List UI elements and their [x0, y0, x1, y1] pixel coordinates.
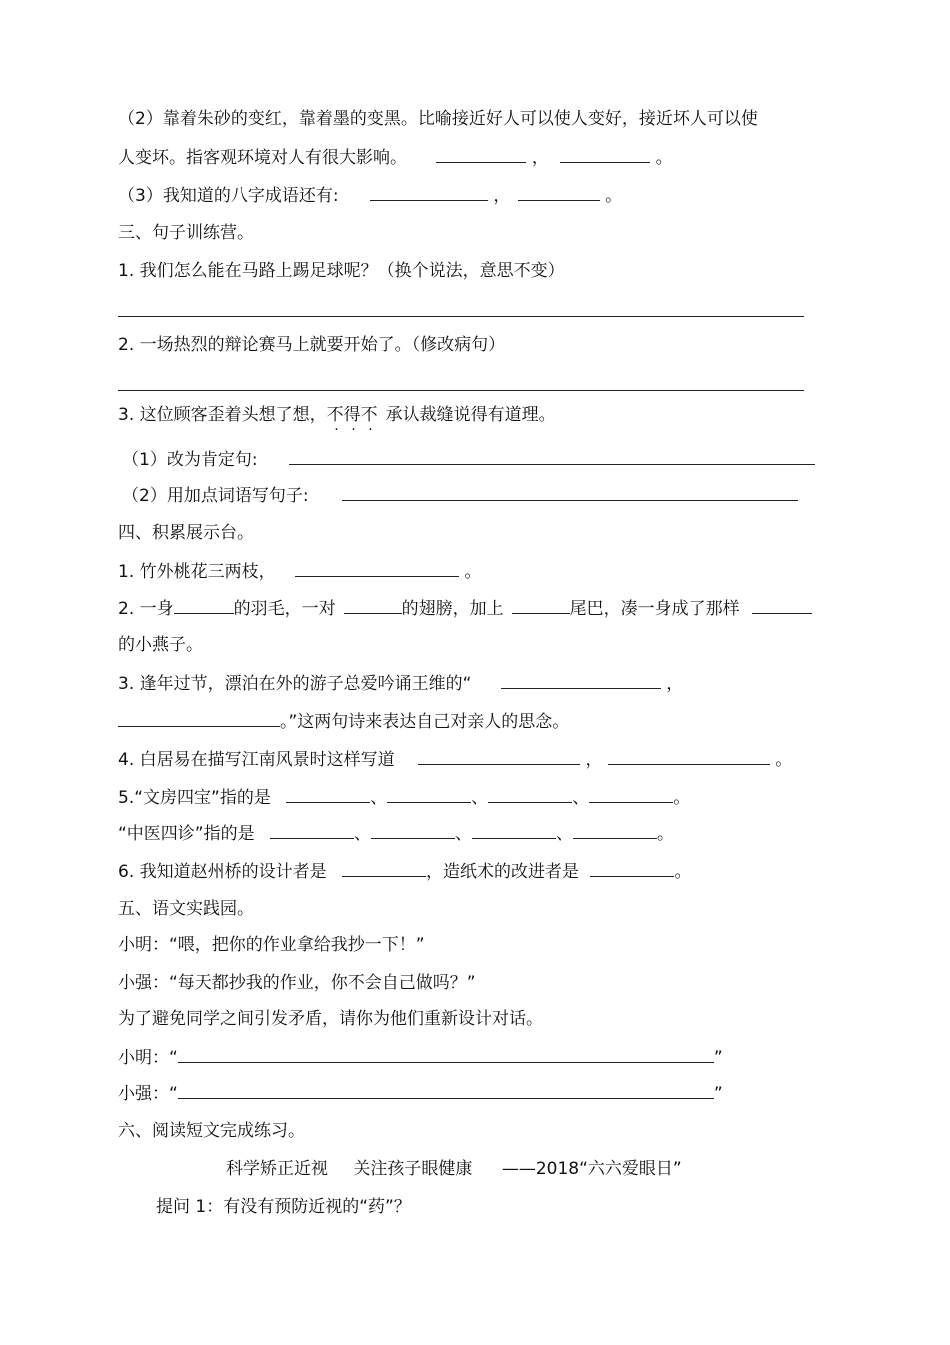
title-part-c: ——2018“六六爱眼日” [501, 1159, 682, 1179]
d4-text: 小明：“ [118, 1048, 178, 1068]
s3-1-text: （1）改为肯定句: [122, 450, 258, 470]
answer-blank[interactable] [295, 560, 459, 577]
accum-3b [118, 710, 569, 733]
period: 。 [655, 148, 673, 168]
answer-blank[interactable] [370, 184, 488, 201]
sentence-3-1 [122, 448, 815, 471]
answer-blank[interactable] [589, 786, 673, 803]
a3b-text: ”这两句诗来表达自己对亲人的思念。 [288, 712, 570, 732]
dialogue-instruction: 为了避免同学之间引发矛盾，请你为他们重新设计对话。 [118, 1009, 543, 1029]
answer-blank[interactable] [342, 860, 426, 877]
answer-blank[interactable] [178, 1082, 714, 1099]
a5-text: 5.“文房四宝”指的是 [118, 788, 271, 808]
section-5-heading: 五、语文实践园。 [118, 899, 254, 919]
answer-blank[interactable] [573, 822, 657, 839]
answer-blank[interactable] [344, 597, 402, 614]
dunhao: 、 [471, 788, 489, 808]
q2-2-line1: （2）靠着朱砂的变红，靠着墨的变黑。比喻接近好人可以使人变好，接近坏人可以使 [118, 109, 758, 129]
answer-blank[interactable] [488, 786, 572, 803]
a2-p1: 2. 一身 [118, 599, 174, 619]
answer-blank[interactable] [342, 484, 798, 501]
answer-blank[interactable] [387, 786, 471, 803]
dotted-char: 不 [360, 405, 378, 425]
comma: ， [531, 148, 549, 168]
period: 。 [674, 862, 692, 882]
answer-blank[interactable] [560, 146, 650, 163]
a2-p4: 尾巴，凑一身成了那样 [569, 599, 740, 619]
accum-2 [118, 597, 812, 620]
section-3-heading: 三、句子训练营。 [118, 223, 254, 243]
d5-text: 小强：“ [118, 1084, 178, 1104]
dunhao: 、 [370, 788, 388, 808]
comma: ， [666, 674, 684, 694]
dunhao: 、 [572, 788, 590, 808]
a6-p1: 6. 我知道赵州桥的设计者是 [118, 862, 327, 882]
answer-blank[interactable] [118, 710, 280, 727]
answer-blank[interactable] [518, 184, 600, 201]
accum-5b [118, 822, 674, 845]
answer-blank[interactable] [174, 597, 234, 614]
article-title [226, 1158, 682, 1180]
q2-3-text: （3）我知道的八字成语还有: [118, 186, 339, 206]
answer-blank[interactable] [501, 672, 661, 689]
question-1: 提问 1：有没有预防近视的“药”？ [156, 1197, 411, 1217]
q2-3 [118, 184, 622, 207]
period: 。 [775, 750, 793, 770]
q2-2-line2 [118, 146, 673, 169]
answer-line[interactable] [118, 390, 804, 391]
period: 。 [280, 712, 289, 732]
answer-blank[interactable] [752, 597, 812, 614]
a2-p3: 的翅膀，加上 [401, 599, 504, 619]
dialogue-1: 小明：“喂，把你的作业拿给我抄一下！” [118, 935, 425, 955]
answer-blank[interactable] [178, 1046, 714, 1063]
a2-p2: 的羽毛，一对 [233, 599, 336, 619]
accum-1 [118, 560, 481, 583]
answer-blank[interactable] [512, 597, 570, 614]
answer-blank[interactable] [608, 748, 770, 765]
a4-text: 4. 白居易在描写江南风景时这样写道 [118, 750, 395, 770]
sentence-3-2 [122, 484, 798, 507]
quote-close: ” [713, 1084, 723, 1104]
accum-5 [118, 786, 690, 809]
answer-blank[interactable] [436, 146, 526, 163]
a3-text: 3. 逢年过节，漂泊在外的游子总爱吟诵王维的“ [118, 674, 472, 694]
sentence-3 [118, 404, 556, 426]
dunhao: 、 [354, 824, 372, 844]
accum-3 [118, 672, 683, 695]
section-4-heading: 四、积累展示台。 [118, 523, 254, 543]
answer-line[interactable] [118, 316, 804, 317]
sentence-2: 2. 一场热烈的辩论赛马上就要开始了。（修改病句） [118, 335, 506, 355]
answer-blank[interactable] [289, 448, 815, 465]
title-part-a: 科学矫正近视 [226, 1159, 328, 1179]
period: 。 [605, 186, 623, 206]
dunhao: 、 [455, 824, 473, 844]
dialogue-answer-xiaoqiang [118, 1082, 723, 1105]
dunhao: 、 [556, 824, 574, 844]
answer-blank[interactable] [270, 822, 354, 839]
accum-4 [118, 748, 792, 771]
a6-p2: ，造纸术的改进者是 [426, 862, 580, 882]
dialogue-2: 小强：“每天都抄我的作业，你不会自己做吗？” [118, 973, 476, 993]
sentence-3-post: 承认裁缝说得有道理。 [385, 405, 556, 425]
a1-text: 1. 竹外桃花三两枝， [118, 562, 276, 582]
sentence-3-pre: 3. 这位顾客歪着头想了想， [118, 405, 327, 425]
q2-2-text: 人变坏。指客观环境对人有很大影响。 [118, 148, 407, 168]
comma: ， [585, 750, 603, 770]
accum-6 [118, 860, 691, 883]
answer-blank[interactable] [286, 786, 370, 803]
dotted-char: 不 [326, 405, 344, 425]
accum-2b: 的小燕子。 [118, 635, 203, 655]
comma: ， [493, 186, 511, 206]
dotted-char: 得 [343, 405, 361, 425]
answer-blank[interactable] [472, 822, 556, 839]
quote-close: ” [713, 1048, 723, 1068]
period: 。 [657, 824, 675, 844]
answer-blank[interactable] [590, 860, 674, 877]
period: 。 [464, 562, 482, 582]
section-6-heading: 六、阅读短文完成练习。 [118, 1121, 305, 1141]
s3-2-text: （2）用加点词语写句子: [122, 486, 309, 506]
period: 。 [673, 788, 691, 808]
answer-blank[interactable] [371, 822, 455, 839]
a5b-text: “中医四诊”指的是 [118, 824, 255, 844]
title-part-b: 关注孩子眼健康 [353, 1159, 473, 1179]
sentence-1: 1. 我们怎么能在马路上踢足球呢？（换个说法，意思不变） [118, 261, 565, 281]
answer-blank[interactable] [418, 748, 580, 765]
dialogue-answer-xiaoming [118, 1046, 723, 1069]
